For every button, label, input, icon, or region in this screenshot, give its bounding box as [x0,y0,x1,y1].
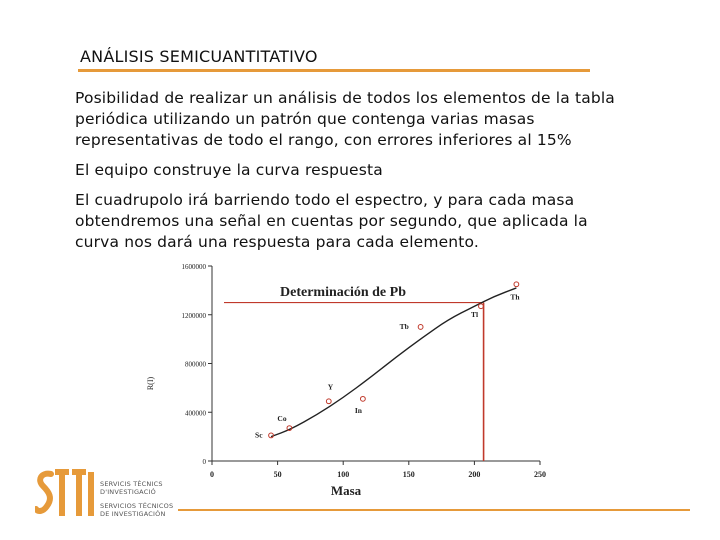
y-tick-label: 1200000 [181,311,206,320]
y-tick-label: 0 [202,458,206,466]
slide-title: ANÁLISIS SEMICUANTITATIVO [80,47,318,66]
point-label: Sc [255,430,263,440]
paragraph-analysis: Posibilidad de realizar un análisis de todos los elementos de la tabla periódica utilizando un patrón que contenga varias masas representativas de todo el rango, con errores inferiores al 15% [75,89,615,149]
logo-line-2: D'INVESTIGACIÓ [100,488,156,496]
title-underline [78,69,590,72]
response-curve [271,288,516,437]
x-axis-label: Masa [330,483,362,498]
point-label: Tl [470,310,479,320]
y-tick-label: 1600000 [181,263,206,271]
y-tick-label: 800000 [185,360,206,369]
logo-line-3: SERVICIOS TÉCNICOS [100,502,174,510]
data-point [326,399,331,404]
x-tick-label: 250 [534,470,546,479]
point-label: Co [277,414,287,424]
x-tick-label: 0 [210,470,214,479]
point-label: In [354,405,362,415]
data-point [479,304,484,309]
logo-line-1: SERVICIS TÈCNICS [100,480,163,488]
footer-rule [178,509,690,511]
stti-logo [35,468,215,524]
point-label: Th [510,292,520,302]
data-point [418,325,423,330]
paragraph-response-curve: El equipo construye la curva respuesta [75,161,383,179]
x-tick-label: 50 [273,470,282,479]
logo-text-catalan [100,480,163,496]
pb-determination-chart [140,258,560,503]
x-tick-label: 200 [468,470,481,479]
x-tick-label: 150 [402,470,415,479]
paragraph-quadrupole: El cuadrupolo irá barriendo todo el espectro, y para cada masa obtendremos una señal en cuentas por segundo, que aplicada la curva nos dará una respuesta para cada elemento. [75,191,588,251]
logo-text-spanish [100,502,173,518]
data-point [514,282,519,287]
data-point [360,396,365,401]
logo-line-4: DE INVESTIGACIÓN [100,510,166,518]
chart-title: Determinación de Pb [280,285,406,300]
point-label: Tb [399,321,409,331]
point-label: Y [327,382,334,392]
y-axis-label: R(I) [146,376,155,391]
y-tick-label: 400000 [185,409,206,418]
x-tick-label: 100 [337,470,350,479]
stti-logo-mark [35,468,97,520]
